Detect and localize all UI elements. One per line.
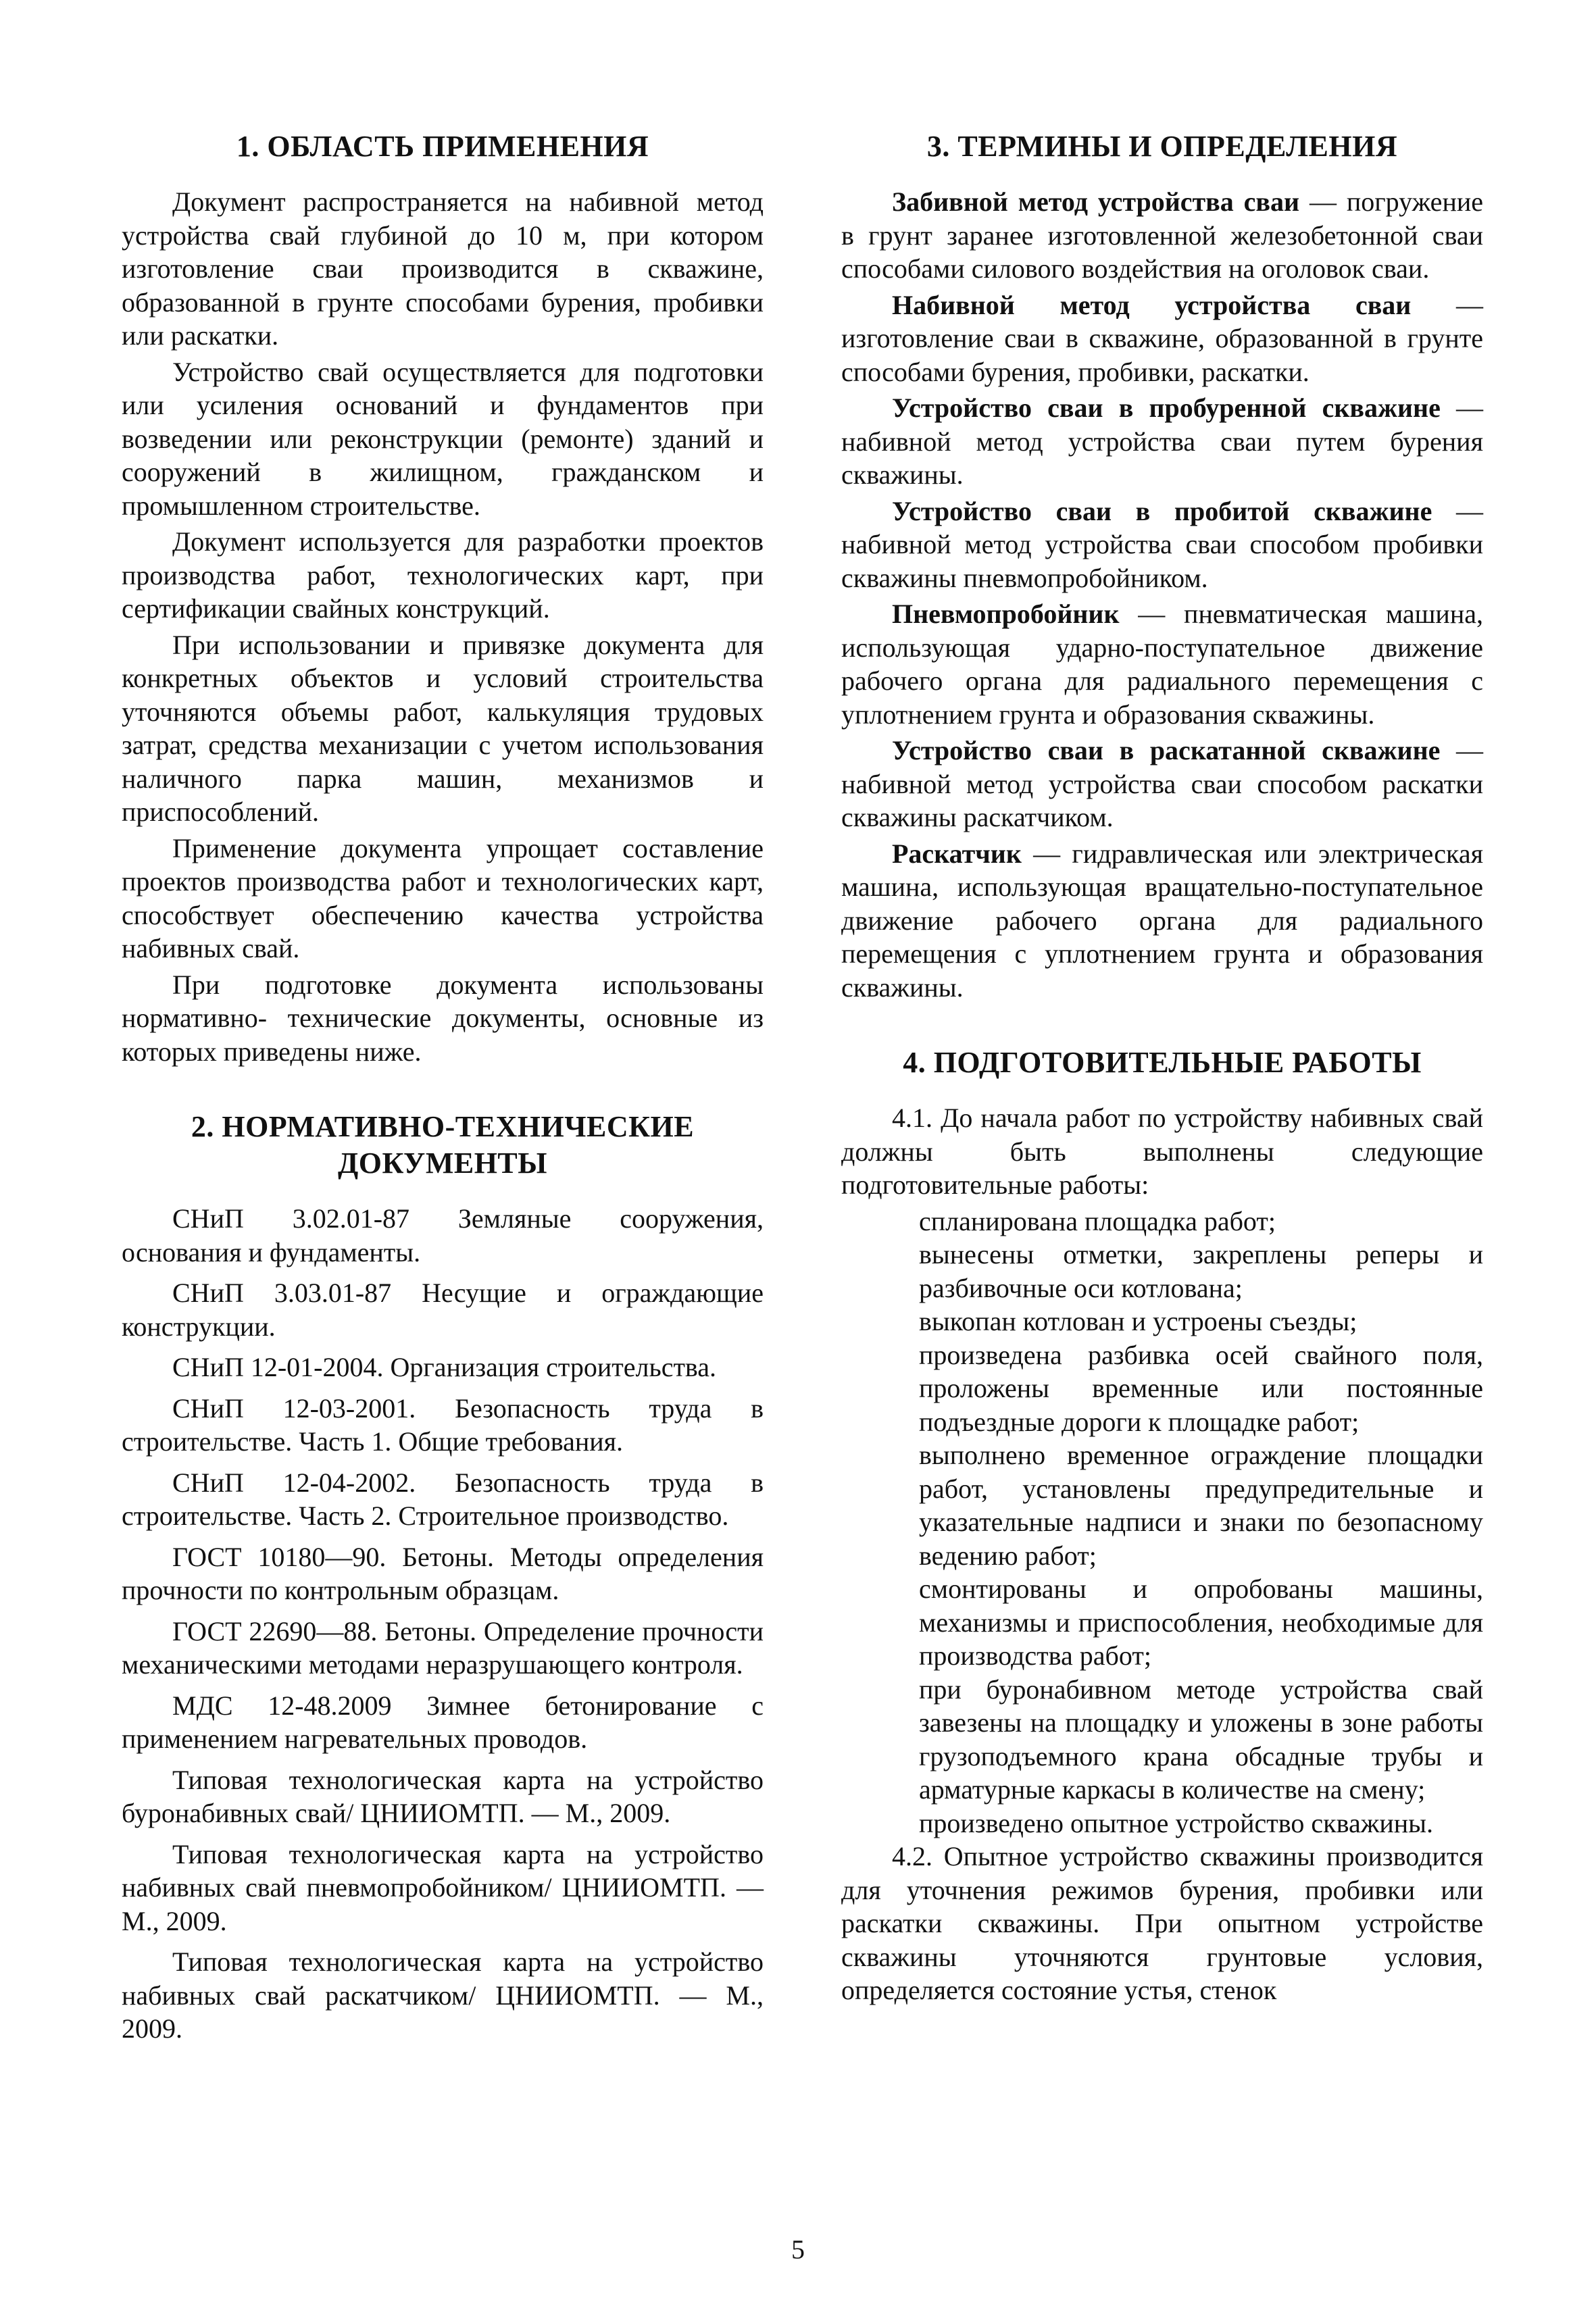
list-item: при буронабивном методе устройства свай завезены на площадку и уложены в зоне работы грузоподъемного крана обсадные трубы и арматурные каркасы в количестве на смену;: [919, 1674, 1483, 1805]
section-4-paragraph-4-2: 4.2. Опытное устройство скважины производится для уточнения режимов бурения, пробивки или раскатки скважины. При опытном устройстве скважины уточняются грунтовые условия, определяется состояние устья, стенок: [841, 1841, 1483, 2005]
term-definition: [841, 288, 1483, 389]
reference-item: СНиП 3.02.01-87 Земляные сооружения, основания и фундаменты.: [122, 1203, 764, 1267]
list-item: вынесены отметки, закреплены реперы и разбивочные оси котлована;: [919, 1239, 1483, 1303]
reference-item: ГОСТ 22690—88. Бетоны. Определение прочности механическими методами неразрушающего контроля.: [122, 1615, 764, 1680]
section-3-title: 3. ТЕРМИНЫ И ОПРЕДЕЛЕНИЯ: [926, 130, 1398, 163]
term-definition: [841, 597, 1483, 731]
term-definition: [841, 391, 1483, 492]
section-1-paragraph: Документ распространяется на набивной метод устройства свай глубиной до 10 м, при котором изготовление сваи производится в скважине, образованной в грунте способами бурения, пробивки или раскатки.: [122, 186, 764, 351]
term-name: Набивной метод устройства сваи: [892, 289, 1412, 320]
left-column: [122, 128, 764, 2053]
term-text: — гидравлическая или электрическая машина, использующая вращательно-поступательное движение рабочего органа для радиального перемещения с уплотнением грунта и образования скважины.: [841, 838, 1483, 1003]
term-definition: [841, 185, 1483, 286]
term-text: — пневматическая машина, использующая ударно-поступательное движение рабочего органа для радиального перемещения с уплотнением грунта и образования скважины.: [841, 599, 1483, 730]
term-text: — погружение в грунт заранее изготовленной железобетонной сваи способами силового воздействия на оголовок сваи.: [841, 186, 1484, 284]
term-text: — набивной метод устройства сваи способом раскатки скважины раскатчиком.: [841, 735, 1483, 832]
section-1-paragraph: Устройство свай осуществляется для подготовки или усиления оснований и фундаментов при возведении или реконструкции (ремонте) зданий и сооружений в жилищном, гражданском и промышленном строительстве.: [122, 356, 764, 521]
section-1-paragraph: Документ используется для разработки проектов производства работ, технологических карт, при сертификации свайных конструкций.: [122, 526, 764, 624]
term-name: Устройство сваи в раскатанной скважине: [892, 735, 1441, 765]
term-definition: [841, 837, 1483, 1005]
term-text: — набивной метод устройства сваи путем бурения скважины.: [841, 393, 1484, 490]
reference-item: Типовая технологическая карта на устройство набивных свай раскатчиком/ ЦНИИОМТП. — М., 2009.: [122, 1946, 764, 2044]
term-name: Устройство сваи в пробитой скважине: [892, 495, 1432, 526]
list-item: смонтированы и опробованы машины, механизмы и приспособления, необходимые для производства работ;: [919, 1574, 1483, 1671]
section-4-intro: 4.1. До начала работ по устройству набивных свай должны быть выполнены следующие подготовительные работы:: [841, 1103, 1483, 1200]
term-name: Забивной метод устройства сваи: [892, 186, 1300, 217]
section-4-title: 4. ПОДГОТОВИТЕЛЬНЫЕ РАБОТЫ: [903, 1046, 1422, 1079]
right-column: [841, 128, 1483, 2010]
page-number: 5: [791, 2234, 805, 2265]
list-item: выполнено временное ограждение площадки работ, установлены предупредительные и указательные надписи и знаки по безопасному ведению работ;: [919, 1440, 1483, 1571]
reference-item: Типовая технологическая карта на устройство буронабивных свай/ ЦНИИОМТП. — М., 2009.: [122, 1764, 764, 1828]
reference-item: СНиП 12-04-2002. Безопасность труда в строительстве. Часть 2. Строительное производство.: [122, 1467, 764, 1531]
reference-item: СНиП 12-01-2004. Организация строительства.: [172, 1352, 717, 1382]
term-name: Пневмопробойник: [892, 599, 1120, 629]
section-1-title: 1. ОБЛАСТЬ ПРИМЕНЕНИЯ: [236, 130, 649, 163]
term-definition: [841, 495, 1483, 595]
section-2-title: 2. НОРМАТИВНО-ТЕХНИЧЕСКИЕ ДОКУМЕНТЫ: [191, 1110, 695, 1180]
section-1-paragraph: При использовании и привязке документа для конкретных объектов и условий строительства уточняются объемы работ, калькуляция трудовых затрат, средства механизации с учетом использования наличного парка машин, механизмов и приспособлений.: [122, 629, 764, 827]
reference-item: СНиП 12-03-2001. Безопасность труда в строительстве. Часть 1. Общие требования.: [122, 1392, 764, 1457]
term-definition: [841, 734, 1483, 834]
reference-item: МДС 12-48.2009 Зимнее бетонирование с применением нагревательных проводов.: [122, 1690, 764, 1754]
term-name: Устройство сваи в пробуренной скважине: [892, 393, 1441, 423]
list-item: произведена разбивка осей свайного поля, проложены временные или постоянные подъездные дороги к площадке работ;: [919, 1339, 1483, 1437]
term-text: — изготовление сваи в скважине, образованной в грунте способами бурения, пробивки, раскатки.: [841, 289, 1484, 387]
list-item: спланирована площадка работ;: [919, 1205, 1276, 1236]
section-1-paragraph: При подготовке документа использованы нормативно- технические документы, основные из которых приведены ниже.: [122, 969, 764, 1067]
list-item: произведено опытное устройство скважины.: [919, 1807, 1434, 1838]
reference-item: Типовая технологическая карта на устройство набивных свай пневмопробойником/ ЦНИИОМТП. — М., 2009.: [122, 1838, 764, 1936]
list-item: выкопан котлован и устроены съезды;: [919, 1306, 1357, 1336]
preparatory-work-list: [841, 1205, 1483, 1840]
term-name: Раскатчик: [892, 838, 1022, 869]
reference-item: СНиП 3.03.01-87 Несущие и ограждающие конструкции.: [122, 1278, 764, 1342]
section-1-paragraph: Применение документа упрощает составление проектов производства работ и технологических карт, способствует обеспечению качества устройства набивных свай.: [122, 832, 764, 963]
reference-item: ГОСТ 10180—90. Бетоны. Методы определения прочности по контрольным образцам.: [122, 1541, 764, 1605]
term-text: — набивной метод устройства сваи способом пробивки скважины пневмопробойником.: [841, 495, 1483, 593]
